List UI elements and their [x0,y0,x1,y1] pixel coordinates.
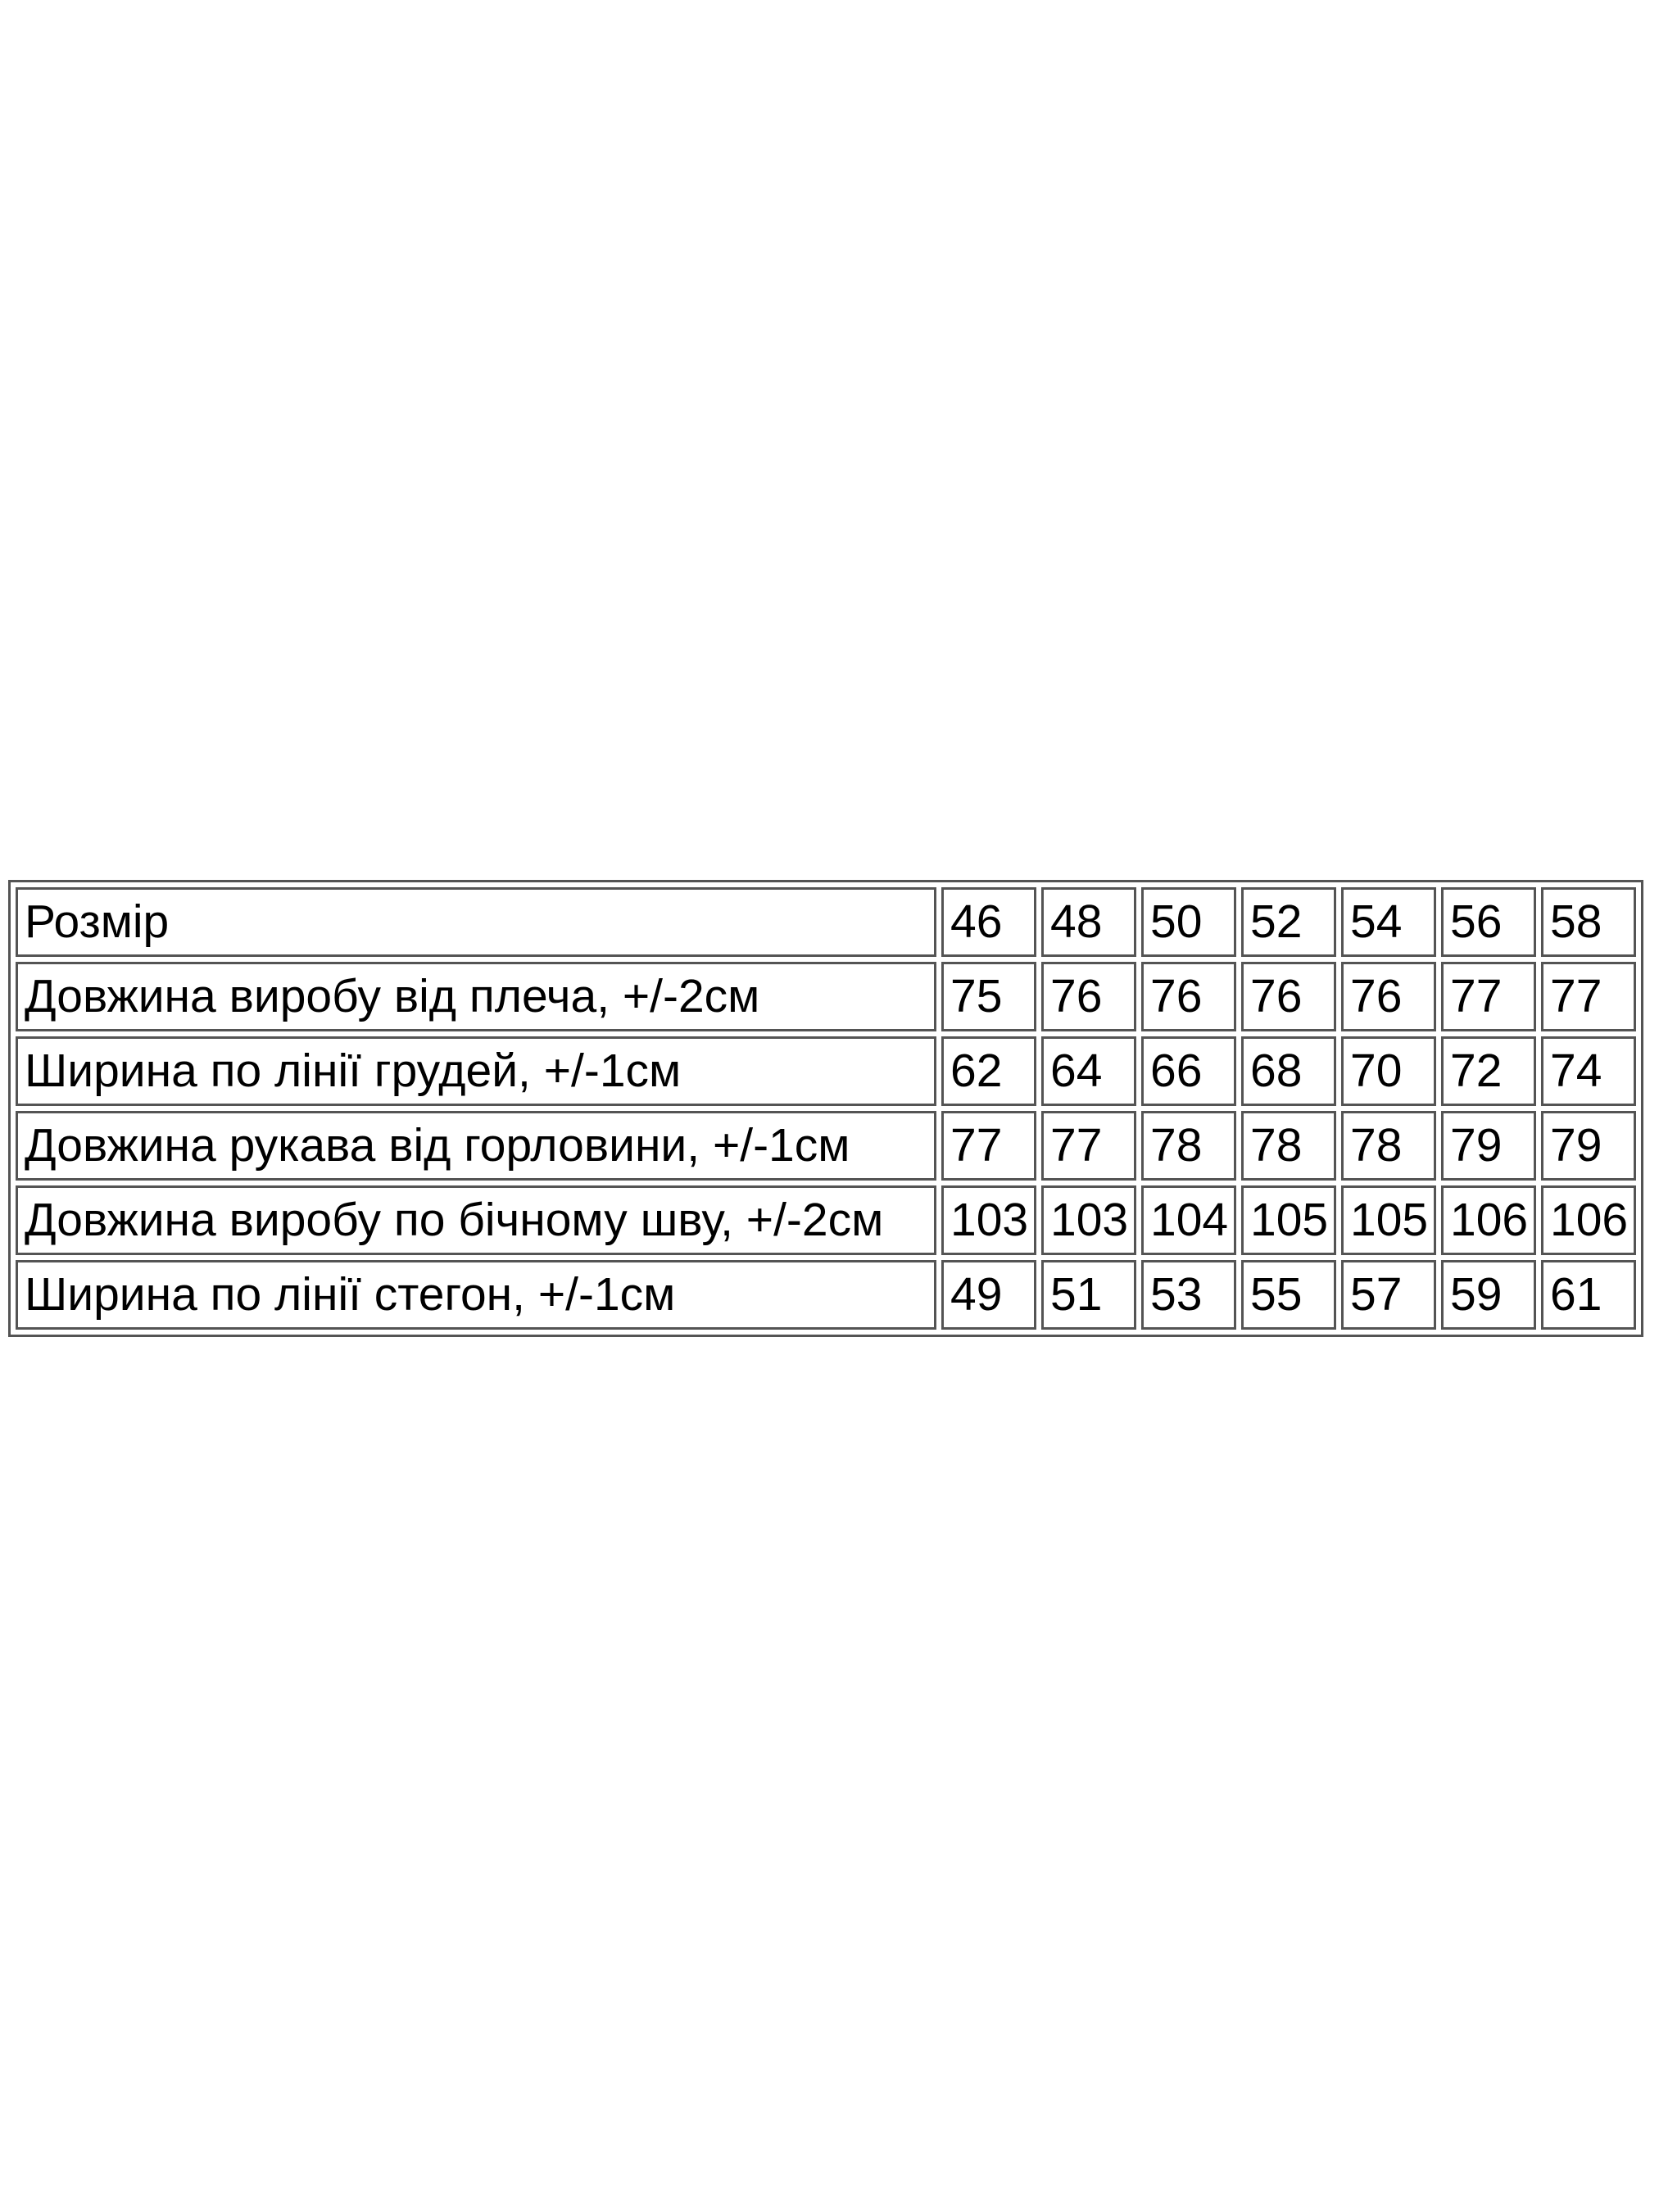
cell-sleeve-58: 79 [1541,1111,1636,1181]
cell-sleeve-56: 79 [1441,1111,1536,1181]
cell-sleeve-54: 78 [1341,1111,1436,1181]
cell-chest-46: 62 [941,1036,1036,1106]
cell-size-46: 46 [941,887,1036,957]
cell-chest-54: 70 [1341,1036,1436,1106]
cell-chest-52: 68 [1241,1036,1336,1106]
cell-hip-58: 61 [1541,1260,1636,1330]
row-label-length-from-shoulder: Довжина виробу від плеча, +/-2см [16,962,936,1031]
row-label-side-seam-length: Довжина виробу по бічному шву, +/-2см [16,1185,936,1255]
cell-size-48: 48 [1041,887,1136,957]
cell-chest-58: 74 [1541,1036,1636,1106]
cell-seam-56: 106 [1441,1185,1536,1255]
cell-hip-54: 57 [1341,1260,1436,1330]
row-label-hip-width: Ширина по лінії стегон, +/-1см [16,1260,936,1330]
cell-seam-54: 105 [1341,1185,1436,1255]
cell-length-shoulder-46: 75 [941,962,1036,1031]
row-label-sleeve-length: Довжина рукава від горловини, +/-1см [16,1111,936,1181]
row-label-chest-width: Ширина по лінії грудей, +/-1см [16,1036,936,1106]
cell-chest-48: 64 [1041,1036,1136,1106]
cell-size-52: 52 [1241,887,1336,957]
cell-seam-58: 106 [1541,1185,1636,1255]
cell-hip-56: 59 [1441,1260,1536,1330]
cell-hip-52: 55 [1241,1260,1336,1330]
cell-hip-48: 51 [1041,1260,1136,1330]
cell-length-shoulder-50: 76 [1141,962,1236,1031]
cell-sleeve-50: 78 [1141,1111,1236,1181]
cell-hip-50: 53 [1141,1260,1236,1330]
cell-sleeve-48: 77 [1041,1111,1136,1181]
cell-seam-52: 105 [1241,1185,1336,1255]
cell-seam-50: 104 [1141,1185,1236,1255]
table-row-sleeve-length [16,1111,1636,1181]
size-chart-table [8,880,1643,1337]
cell-size-56: 56 [1441,887,1536,957]
table-row-length-from-shoulder [16,962,1636,1031]
cell-length-shoulder-58: 77 [1541,962,1636,1031]
cell-size-58: 58 [1541,887,1636,957]
cell-sleeve-52: 78 [1241,1111,1336,1181]
cell-size-50: 50 [1141,887,1236,957]
table-row-side-seam-length [16,1185,1636,1255]
cell-length-shoulder-48: 76 [1041,962,1136,1031]
cell-size-54: 54 [1341,887,1436,957]
cell-chest-56: 72 [1441,1036,1536,1106]
cell-sleeve-46: 77 [941,1111,1036,1181]
table-row-size [16,887,1636,957]
cell-chest-50: 66 [1141,1036,1236,1106]
cell-length-shoulder-54: 76 [1341,962,1436,1031]
table-row-hip-width [16,1260,1636,1330]
cell-seam-46: 103 [941,1185,1036,1255]
cell-length-shoulder-52: 76 [1241,962,1336,1031]
size-chart-body [16,887,1636,1330]
cell-length-shoulder-56: 77 [1441,962,1536,1031]
cell-seam-48: 103 [1041,1185,1136,1255]
row-label-size: Розмір [16,887,936,957]
cell-hip-46: 49 [941,1260,1036,1330]
table-row-chest-width [16,1036,1636,1106]
